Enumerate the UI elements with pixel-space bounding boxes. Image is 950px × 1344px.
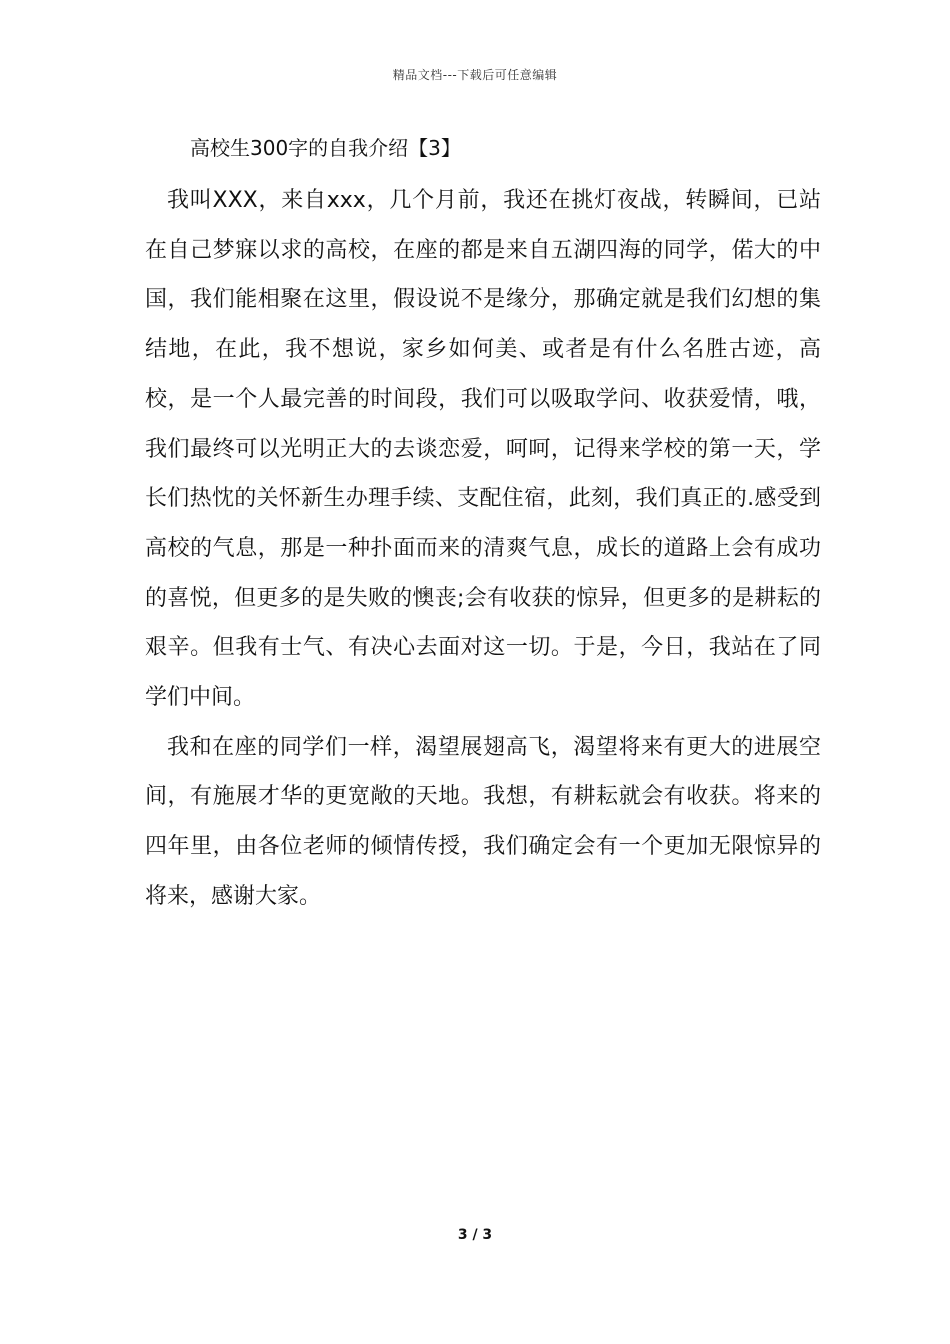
paragraph-2: 我和在座的同学们一样，渴望展翅高飞，渴望将来有更大的进展空间，有施展才华的更宽敞的天地。我想，有耕耘就会有收获。将来的四年里，由各位老师的倾情传授，我们确定会有一个更加无限惊异的将来，感谢大家。 <box>145 734 821 909</box>
document-title: 高校生300字的自我介绍【3】 <box>190 136 461 160</box>
paragraph-1: 我叫XXX，来自xxx，几个月前，我还在挑灯夜战，转瞬间，已站在自己梦寐以求的高校，在座的都是来自五湖四海的同学，偌大的中国，我们能相聚在这里，假设说不是缘分，那确定就是我们幻想的集结地，在此，我不想说，家乡如何美、或者是有什么名胜古迹，高校，是一个人最完善的时间段，我们可以吸取学问、收获爱情，哦，我们最终可以光明正大的去谈恋爱，呵呵，记得来学校的第一天，学长们热忱的关怀新生办理手续、支配住宿，此刻，我们真正的.感受到高校的气息，那是一种扑面而来的清爽气息，成长的道路上会有成功的喜悦，但更多的是失败的懊丧;会有收获的惊异，但更多的是耕耘的艰辛。但我有士气、有决心去面对这一切。于是，今日，我站在了同学们中间。 <box>145 188 821 711</box>
page-number: 3 / 3 <box>457 1227 493 1243</box>
page-header: 精品文档---下载后可任意编辑 <box>392 68 558 82</box>
document-body <box>145 176 821 922</box>
